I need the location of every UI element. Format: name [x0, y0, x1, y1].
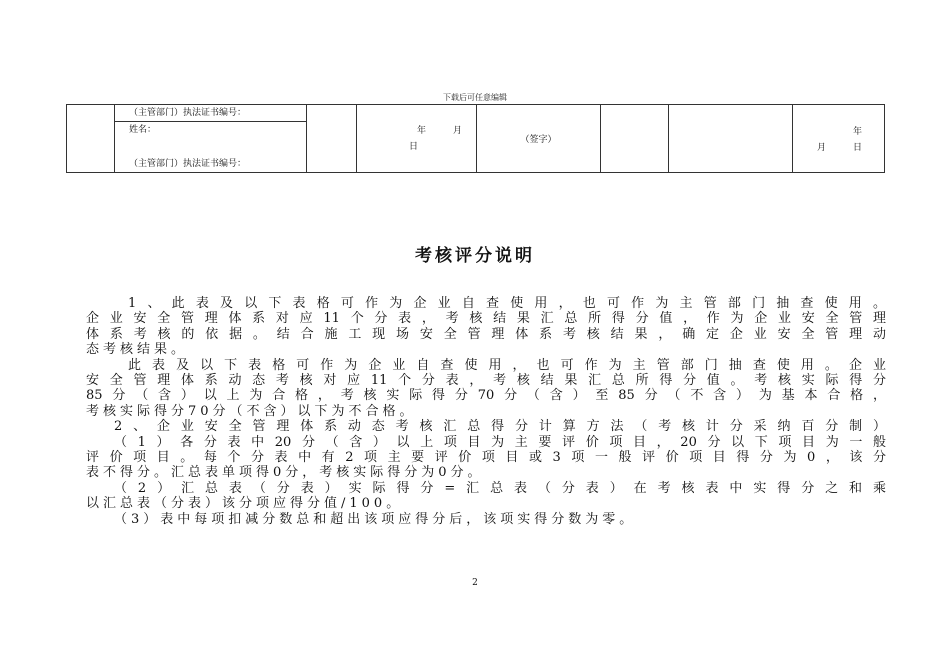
- inspector-cell: [115, 105, 307, 173]
- paragraph-line: 企业安全管理体系对应11个分表，考核结果汇总所得分值，作为企业安全管理: [86, 311, 886, 327]
- month-label: 月: [816, 143, 826, 153]
- blank-cell: [669, 105, 793, 173]
- day-label: 日: [852, 143, 862, 153]
- blank-cell: [307, 105, 357, 173]
- year-label: 年: [852, 127, 862, 137]
- paragraph-line: 此表及以下表格可作为企业自查使用，也可作为主管部门抽查使用。企业: [128, 357, 886, 373]
- paragraph-line: 表不得分。汇总表单项得0分，考核实际得分为0分。: [86, 465, 485, 481]
- paragraph-line: （2）汇总表（分表）实际得分=汇总表（分表）在考核表中实得分之和乘: [114, 480, 886, 496]
- signature-cell: [477, 105, 601, 173]
- cert-label: （主管部门）执法证书编号：: [115, 105, 306, 122]
- month-label: 月: [453, 126, 463, 136]
- name-label: 姓名：: [129, 125, 157, 135]
- header-note: 下载后可任意编辑: [443, 93, 507, 102]
- scoring-notes: [86, 296, 886, 527]
- paragraph-line: 85分（含）以上为合格，考核实际得分70分（含）至85分（不含）为基本合格，: [86, 388, 886, 404]
- paragraph-line: 评价项目。每个分表中有2项主要评价项目或3项一般评价项目得分为0，该分: [86, 450, 886, 466]
- paragraph-line: 安全管理体系动态考核对应11个分表，考核结果汇总所得分值。考核实际得分: [86, 373, 886, 389]
- cert-label-2: （主管部门）执法证书编号：: [129, 159, 247, 169]
- page-number: 2: [472, 578, 478, 588]
- date-cell-2: [793, 105, 885, 173]
- paragraph-line: 考核实际得分70分（不含）以下为不合格。: [86, 403, 417, 419]
- signature-table: [66, 104, 885, 173]
- spacer: [115, 138, 306, 156]
- blank-cell: [67, 105, 115, 173]
- paragraph-line: 体系考核的依据。结合施工现场安全管理体系考核结果，确定企业安全管理动: [86, 326, 886, 342]
- date-cell: [357, 105, 477, 173]
- blank-cell: [601, 105, 669, 173]
- day-label: 日: [409, 142, 419, 152]
- paragraph-line: 2、企业安全管理体系动态考核汇总得分计算方法（考核计分采纳百分制）: [114, 419, 886, 435]
- paragraph-line: 1、此表及以下表格可作为企业自查使用，也可作为主管部门抽查使用。: [128, 296, 886, 311]
- year-label: 年: [417, 126, 427, 136]
- paragraph-line: 以汇总表（分表）该分项应得分值/100。: [86, 496, 404, 512]
- signature-label: （签字）: [520, 135, 557, 145]
- paragraph-line: 态考核结果。: [86, 342, 189, 358]
- page-title: 考核评分说明: [415, 246, 535, 266]
- paragraph-line: （1）各分表中20分（含）以上项目为主要评价项目，20分以下项目为一般: [114, 434, 886, 450]
- paragraph-line: （3）表中每项扣减分数总和超出该项应得分后，该项实得分数为零。: [114, 511, 637, 527]
